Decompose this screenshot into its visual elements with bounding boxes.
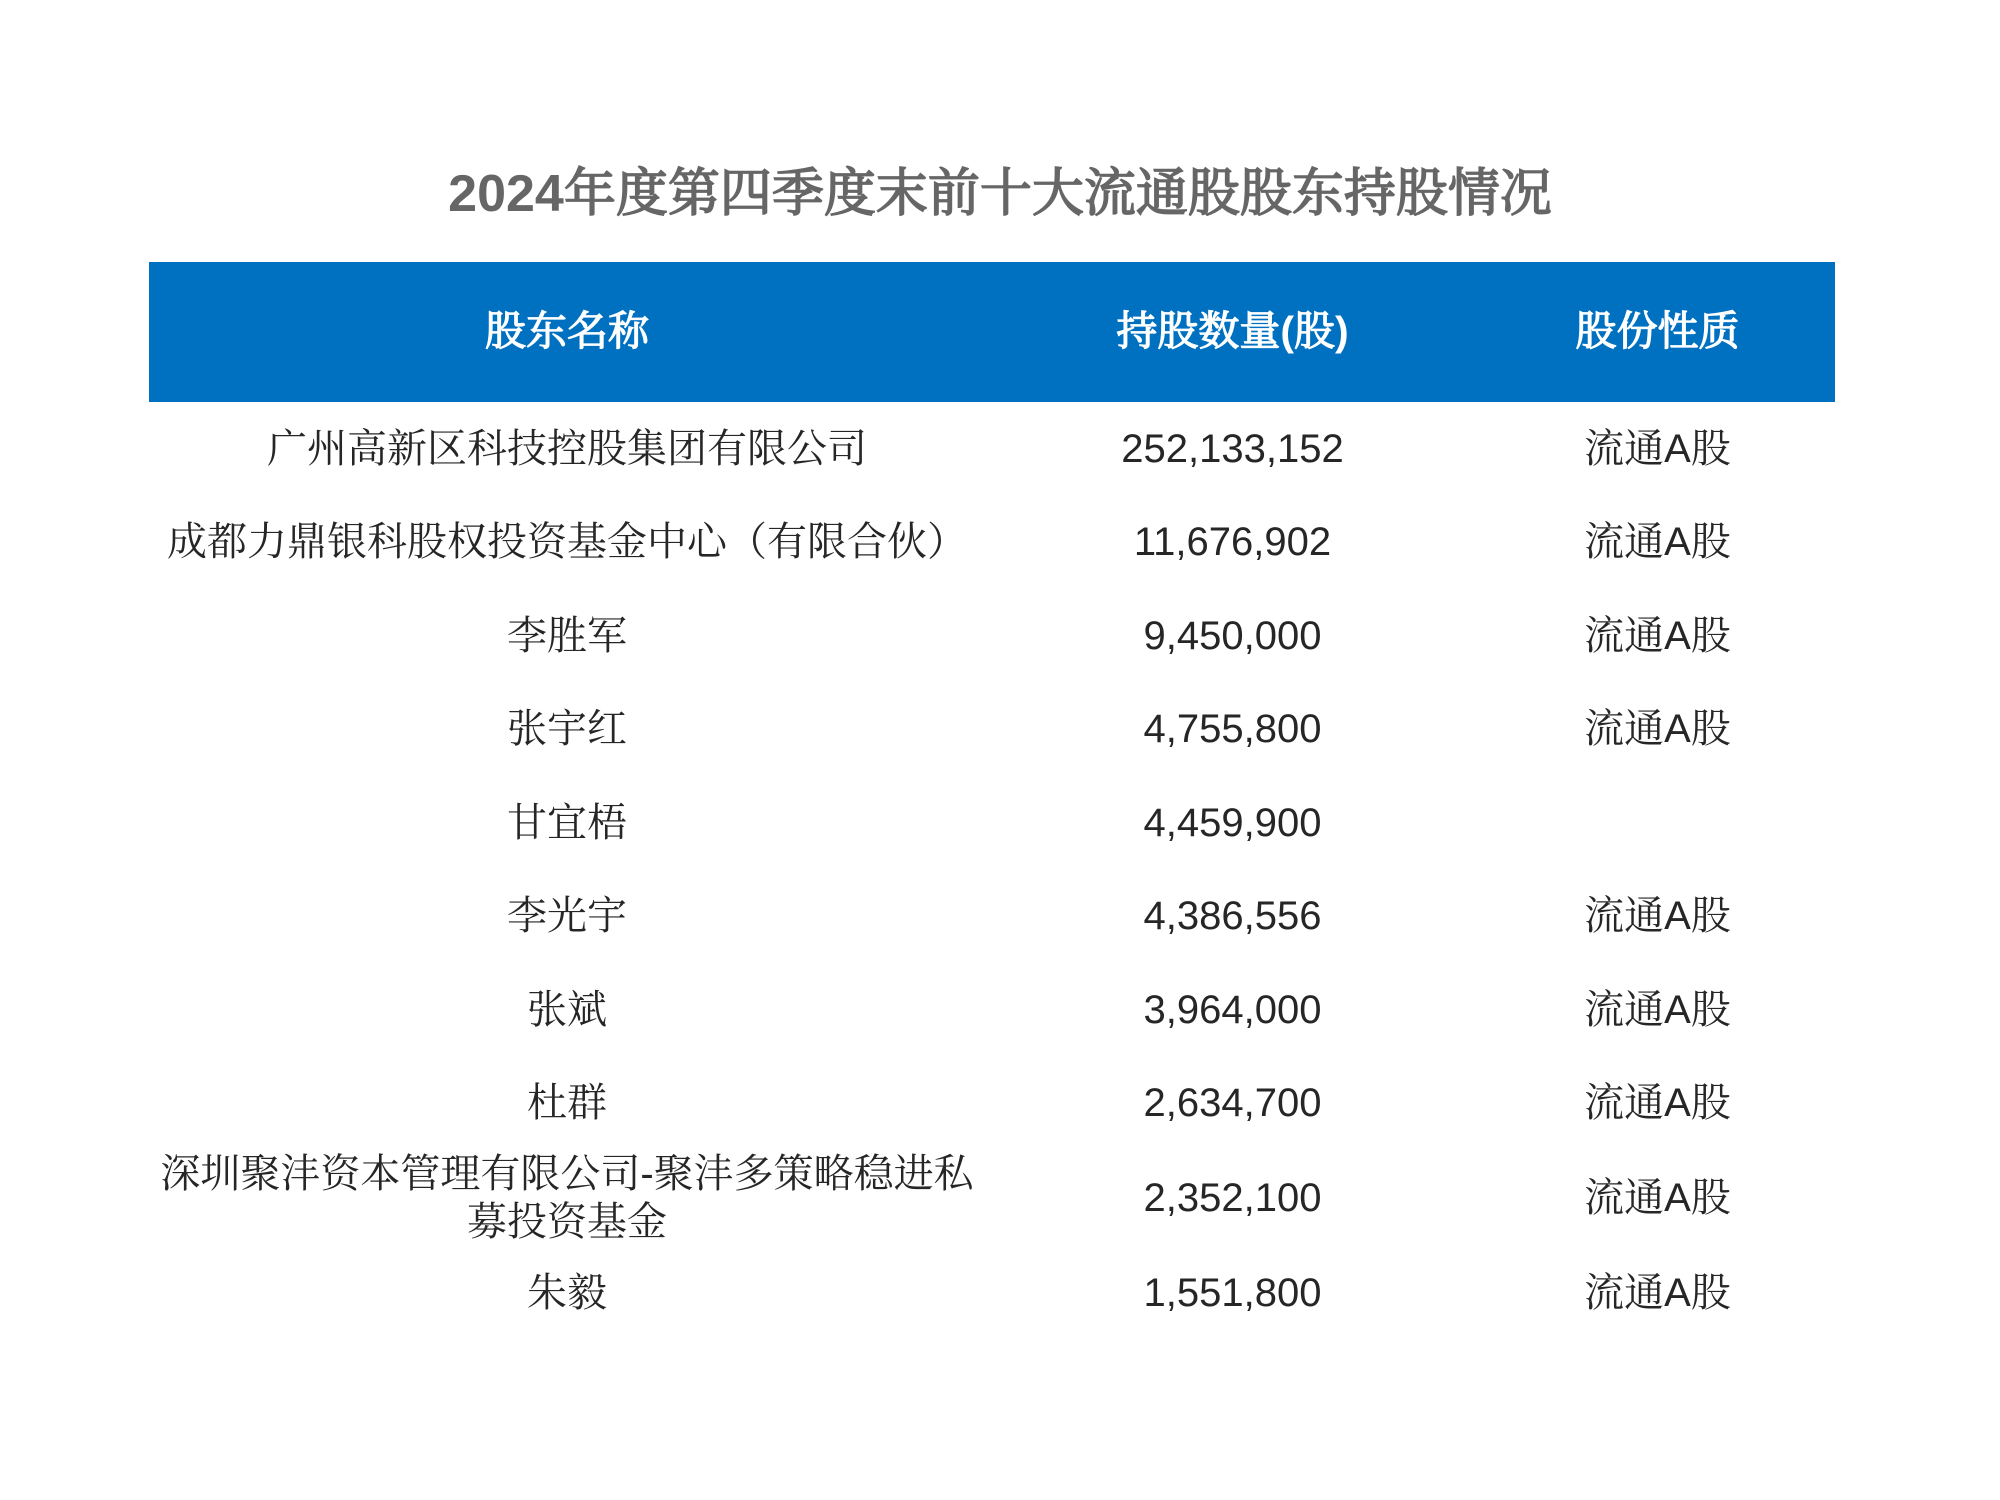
shares-held-cell: 4,386,556 [1143,894,1322,939]
shareholder-name-cell: 成都力鼎银科股权投资基金中心（有限合伙） [167,520,967,565]
table-row [149,496,1835,590]
shareholder-name-cell: 张宇红 [507,707,627,752]
table-row [149,1150,1835,1246]
share-nature-cell: 流通A股 [1584,1081,1731,1126]
shareholder-name-cell: 甘宜梧 [507,800,627,845]
table-row [149,1057,1835,1151]
share-nature-cell: 流通A股 [1584,894,1731,939]
share-nature-cell: 流通A股 [1584,707,1731,752]
share-nature-cell: 流通A股 [1584,426,1731,471]
shares-held-cell: 252,133,152 [1121,426,1344,471]
share-nature-cell: 流通A股 [1584,987,1731,1032]
share-nature-cell: 流通A股 [1584,1270,1731,1315]
shares-held-cell: 4,755,800 [1143,707,1322,752]
table-row [149,963,1835,1057]
shareholder-name-cell: 李光宇 [507,894,627,939]
shareholder-name-cell: 张斌 [527,987,607,1032]
shareholders-table [149,262,1835,1340]
shareholder-name-cell: 深圳聚沣资本管理有限公司-聚沣多策略稳进私募投资基金 [160,1152,974,1244]
table-row [149,1246,1835,1340]
shareholder-name-cell: 朱毅 [527,1270,607,1315]
column-header-share-nature: 股份性质 [1575,308,1740,355]
table-row [149,402,1835,496]
table-row [149,683,1835,777]
shareholder-name-cell: 杜群 [527,1081,607,1126]
shares-held-cell: 3,964,000 [1143,987,1322,1032]
share-nature-cell: 流通A股 [1584,520,1731,565]
shares-held-cell: 2,634,700 [1143,1081,1322,1126]
shareholder-name-cell: 李胜军 [507,613,627,658]
column-header-shareholder-name: 股东名称 [485,308,649,355]
share-nature-cell: 流通A股 [1584,613,1731,658]
table-body [149,402,1835,1340]
shares-held-cell: 9,450,000 [1143,613,1322,658]
table-row [149,776,1835,870]
shareholder-name-cell: 广州高新区科技控股集团有限公司 [267,426,867,471]
page-title: 2024年度第四季度末前十大流通股股东持股情况 [448,165,1552,223]
table-header-row [149,262,1835,402]
column-header-shares-held: 持股数量(股) [1116,308,1349,355]
table-row [149,589,1835,683]
table-row [149,870,1835,964]
shares-held-cell: 2,352,100 [1143,1176,1322,1220]
share-nature-cell: 流通A股 [1584,1176,1731,1220]
shares-held-cell: 11,676,902 [1133,520,1332,565]
shares-held-cell: 1,551,800 [1143,1270,1322,1315]
shares-held-cell: 4,459,900 [1143,800,1322,845]
